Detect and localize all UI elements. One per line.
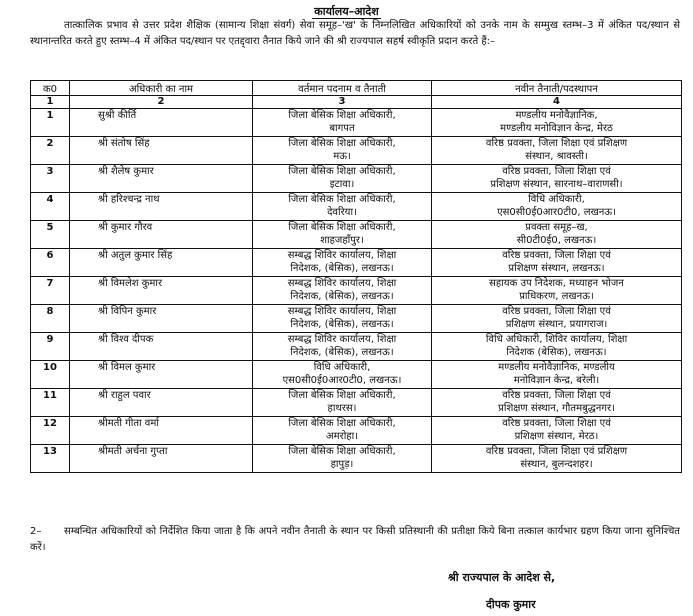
current-posting-line: जिला बेसिक शिक्षा अधिकारी,: [288, 138, 396, 149]
current-posting-cell: [253, 109, 432, 137]
instruction-paragraph: [30, 524, 680, 556]
officer-name-cell: श्री विपिन कुमार: [70, 305, 253, 333]
new-posting-cell: [432, 137, 682, 165]
current-posting-cell: [253, 305, 432, 333]
current-posting-line: एस0सी0ई0आर0टी0, लखनऊ।: [282, 375, 402, 386]
current-posting-line: जिला बेसिक शिक्षा अधिकारी,: [288, 166, 396, 177]
new-posting-line: सहायक उप निदेशक, मध्याहन भोजन: [489, 278, 624, 289]
officer-name-cell: श्री हरिश्चन्द्र नाथ: [70, 193, 253, 221]
new-posting-cell: [432, 305, 682, 333]
new-posting-line: प्रशिक्षण संस्थान, लखनऊ।: [508, 263, 605, 274]
new-posting-line: वरिष्ठ प्रवक्ता, जिला शिक्षा एवं: [502, 390, 611, 401]
current-posting-line: सम्बद्ध शिविर कार्यालय, शिक्षा: [287, 278, 397, 289]
new-posting-line: वरिष्ठ प्रवक्ता, जिला शिक्षा एवं: [502, 250, 611, 261]
current-posting-line: जिला बेसिक शिक्षा अधिकारी,: [288, 194, 396, 205]
new-posting-line: विधि अधिकारी, शिविर कार्यालय, शिक्षा: [485, 334, 628, 345]
intro-text: तात्कालिक प्रभाव से उत्तर प्रदेश शैक्षिक (सामान्य शिक्षा संवर्ग) सेवा समूह–'ख' के निम्नलिखित अधिकारियों को उनके नाम के सम्मुख स्तम्भ–3 में अंकित पद/स्थान से स्थानान्तरित करते हुए स्तम्भ–4 में अंकित पद/स्थान पर एतद्द्वारा तैनात किये जाने की श्री राज्यपाल सहर्ष स्वीकृति प्रदान करते हैं:–: [30, 20, 680, 47]
officer-name-cell: श्री विमल कुमार: [70, 361, 253, 389]
new-posting-line: मण्डलीय मनोवैज्ञानिक,: [515, 110, 598, 121]
current-posting-cell: [253, 249, 432, 277]
header-serial: क0: [31, 81, 70, 96]
officer-name-cell: श्री कुमार गौरव: [70, 221, 253, 249]
new-posting-cell: [432, 333, 682, 361]
new-posting-line: निदेशक (बेसिक), लखनऊ।: [506, 347, 607, 358]
serial-number-cell: 4: [31, 193, 70, 221]
new-posting-line: सी0टी0ई0, लखनऊ।: [516, 235, 597, 246]
serial-number-cell: 10: [31, 361, 70, 389]
officer-name-cell: श्री शैलेष कुमार: [70, 165, 253, 193]
order-title-text: कार्यालय–आदेश: [314, 5, 379, 18]
new-posting-cell: [432, 277, 682, 305]
current-posting-line: निदेशक, (बेसिक), लखनऊ।: [290, 291, 394, 302]
current-posting-line: जिला बेसिक शिक्षा अधिकारी,: [288, 222, 396, 233]
new-posting-line: वरिष्ठ प्रवक्ता, जिला शिक्षा एवं: [502, 166, 611, 177]
current-posting-line: इटावा।: [329, 179, 355, 190]
current-posting-cell: [253, 137, 432, 165]
current-posting-cell: [253, 277, 432, 305]
serial-number-cell: 13: [31, 445, 70, 473]
new-posting-line: प्रवक्ता समूह–ख,: [525, 222, 588, 233]
new-posting-line: प्रशिक्षण संस्थान, सारनाथ–वाराणसी।: [490, 179, 623, 190]
new-posting-cell: [432, 193, 682, 221]
current-posting-cell: [253, 165, 432, 193]
officer-name-cell: श्री विमलेश कुमार: [70, 277, 253, 305]
current-posting-line: जिला बेसिक शिक्षा अधिकारी,: [288, 110, 396, 121]
officer-name-cell: श्रीमती अर्चना गुप्ता: [70, 445, 253, 473]
transfer-table: [30, 80, 682, 473]
current-posting-cell: [253, 389, 432, 417]
header-new-posting: नवीन तैनाती/पदस्थापन: [432, 81, 682, 96]
new-posting-cell: [432, 165, 682, 193]
new-posting-cell: [432, 389, 682, 417]
new-posting-line: एस0सी0ई0आर0टी0, लखनऊ।: [497, 207, 616, 218]
current-posting-line: बागपत: [329, 123, 355, 134]
serial-number-cell: 1: [31, 109, 70, 137]
current-posting-line: हाथरस।: [327, 403, 357, 414]
table-row: [31, 221, 682, 249]
current-posting-line: जिला बेसिक शिक्षा अधिकारी,: [288, 446, 396, 457]
new-posting-line: मनोविज्ञान केन्द्र, बरेली।: [513, 375, 600, 386]
current-posting-line: सम्बद्ध शिविर कार्यालय, शिक्षा: [287, 306, 397, 317]
new-posting-cell: [432, 109, 682, 137]
current-posting-cell: [253, 361, 432, 389]
current-posting-line: निदेशक, (बेसिक), लखनऊ।: [290, 319, 394, 330]
current-posting-line: सम्बद्ध शिविर कार्यालय, शिक्षा: [287, 250, 397, 261]
table-row: [31, 249, 682, 277]
table-row: [31, 193, 682, 221]
new-posting-line: मण्डलीय मनोविज्ञान केन्द्र, मेरठ: [500, 123, 613, 134]
table-row: [31, 361, 682, 389]
officer-name-cell: श्री अतुल कुमार सिंह: [70, 249, 253, 277]
serial-number-cell: 6: [31, 249, 70, 277]
table-row: [31, 277, 682, 305]
current-posting-line: शाहजहाँपुर।: [320, 235, 364, 246]
current-posting-cell: [253, 221, 432, 249]
table-row: [31, 445, 682, 473]
current-posting-line: जिला बेसिक शिक्षा अधिकारी,: [288, 418, 396, 429]
current-posting-cell: [253, 445, 432, 473]
new-posting-cell: [432, 417, 682, 445]
new-posting-line: प्रशिक्षण संस्थान, प्रयागराज।: [505, 319, 608, 330]
current-posting-line: निदेशक, (बेसिक), लखनऊ।: [290, 263, 394, 274]
current-posting-line: सम्बद्ध शिविर कार्यालय, शिक्षा: [287, 334, 397, 345]
current-posting-cell: [253, 193, 432, 221]
table-row: [31, 389, 682, 417]
new-posting-line: संस्थान, श्रावस्ती।: [525, 151, 588, 162]
new-posting-cell: [432, 221, 682, 249]
column-number: 2: [70, 96, 253, 109]
serial-number-cell: 7: [31, 277, 70, 305]
new-posting-line: प्रशिक्षण संस्थान, गौतमबुद्धनगर।: [498, 403, 615, 414]
current-posting-line: जिला बेसिक शिक्षा अधिकारी,: [288, 390, 396, 401]
table-row: [31, 417, 682, 445]
column-number: 1: [31, 96, 70, 109]
column-number: 4: [432, 96, 682, 109]
officer-name-cell: श्री राहुल पवार: [70, 389, 253, 417]
serial-number-cell: 8: [31, 305, 70, 333]
column-number: 3: [253, 96, 432, 109]
new-posting-line: प्रशिक्षण संस्थान, मेरठ।: [514, 431, 599, 442]
new-posting-line: वरिष्ठ प्रवक्ता, जिला शिक्षा एवं: [502, 306, 611, 317]
table-row: [31, 165, 682, 193]
new-posting-line: संस्थान, बुलन्दशहर।: [520, 459, 593, 470]
new-posting-cell: [432, 445, 682, 473]
table-row: [31, 109, 682, 137]
new-posting-line: विधि अधिकारी,: [528, 194, 585, 205]
current-posting-line: विधि अधिकारी,: [313, 362, 371, 373]
intro-paragraph: [30, 18, 680, 50]
header-officer-name: अधिकारी का नाम: [70, 81, 253, 96]
serial-number-cell: 3: [31, 165, 70, 193]
table-row: [31, 333, 682, 361]
officer-name-cell: सुश्री कीर्ति: [70, 109, 253, 137]
table-row: [31, 305, 682, 333]
column-number-row: [31, 96, 682, 109]
officer-name-cell: श्री विश्व दीपक: [70, 333, 253, 361]
current-posting-line: देवरिया।: [327, 207, 357, 218]
new-posting-cell: [432, 361, 682, 389]
serial-number-cell: 12: [31, 417, 70, 445]
signature-authority: श्री राज्यपाल के आदेश से,: [448, 571, 556, 584]
current-posting-line: हापुड़।: [330, 459, 354, 470]
serial-number-cell: 5: [31, 221, 70, 249]
paragraph-number: 2–: [30, 526, 42, 537]
current-posting-line: निदेशक, (बेसिक), लखनऊ।: [290, 347, 394, 358]
officer-name-cell: श्रीमती गीता वर्मा: [70, 417, 253, 445]
header-current-posting: वर्तमान पदनाम व तैनाती: [253, 81, 432, 96]
serial-number-cell: 9: [31, 333, 70, 361]
order-title: [0, 4, 693, 19]
current-posting-cell: [253, 333, 432, 361]
new-posting-line: वरिष्ठ प्रवक्ता, जिला शिक्षा एवं प्रशिक्षण: [485, 138, 628, 149]
serial-number-cell: 2: [31, 137, 70, 165]
table-row: [31, 137, 682, 165]
current-posting-line: अमरोहा।: [326, 431, 358, 442]
new-posting-line: वरिष्ठ प्रवक्ता, जिला शिक्षा एवं: [502, 418, 611, 429]
serial-number-cell: 11: [31, 389, 70, 417]
officer-name-cell: श्री संतोष सिंह: [70, 137, 253, 165]
new-posting-line: प्राधिकरण, लखनऊ।: [519, 291, 594, 302]
instruction-text: सम्बन्धित अधिकारियों को निर्देशित किया जाता है कि अपने नवीन तैनाती के स्थान पर किसी प्रतिस्थानी की प्रतीक्षा किये बिना तत्काल कार्यभार ग्रहण किया जाना सुनिश्चित करें।: [30, 526, 680, 553]
new-posting-line: वरिष्ठ प्रवक्ता, जिला शिक्षा एवं प्रशिक्षण: [485, 446, 628, 457]
current-posting-line: मऊ।: [333, 151, 351, 162]
new-posting-line: मण्डलीय मनोवैज्ञानिक, मण्डलीय: [498, 362, 615, 373]
signatory-name: दीपक कुमार: [486, 598, 536, 611]
new-posting-cell: [432, 249, 682, 277]
table-header-row: [31, 81, 682, 96]
current-posting-cell: [253, 417, 432, 445]
